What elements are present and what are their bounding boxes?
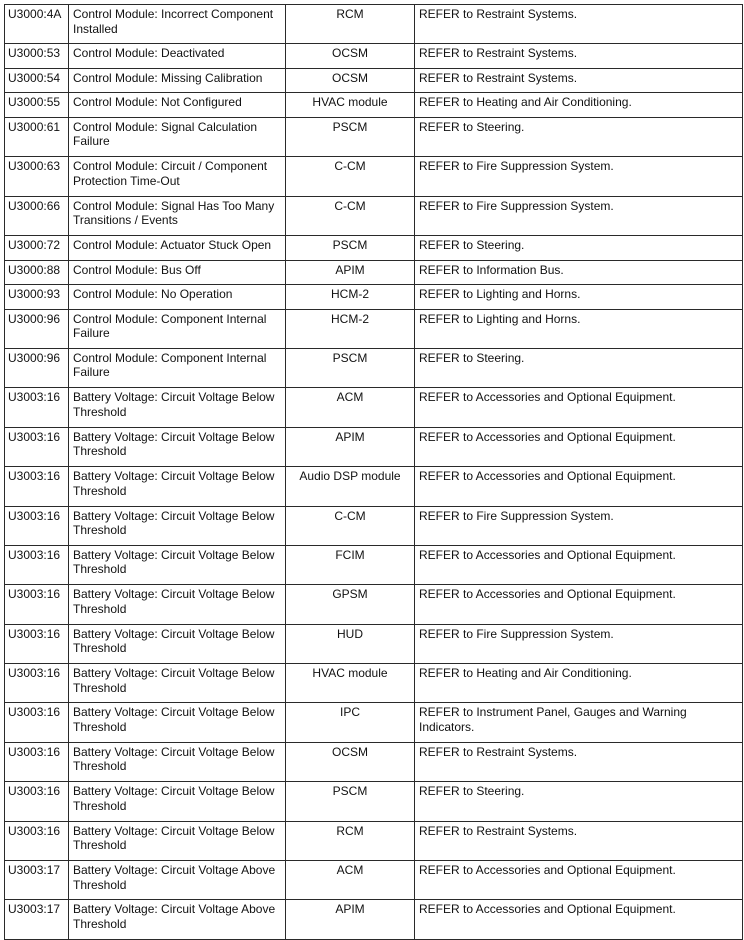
module-cell: PSCM [286, 236, 415, 261]
module-cell: APIM [286, 427, 415, 466]
table-row [5, 117, 743, 156]
table-row [5, 861, 743, 900]
module-cell: PSCM [286, 117, 415, 156]
dtc-code-cell: U3003:17 [5, 900, 69, 939]
description-cell: Control Module: Component Internal Failure [69, 348, 286, 387]
description-cell: Battery Voltage: Circuit Voltage Below Threshold [69, 427, 286, 466]
description-cell: Battery Voltage: Circuit Voltage Below Threshold [69, 664, 286, 703]
table-row [5, 388, 743, 427]
dtc-table-body [5, 5, 743, 940]
table-row [5, 545, 743, 584]
description-cell: Battery Voltage: Circuit Voltage Below Threshold [69, 742, 286, 781]
module-cell: HCM-2 [286, 309, 415, 348]
dtc-code-cell: U3000:93 [5, 285, 69, 310]
table-row [5, 285, 743, 310]
description-cell: Control Module: Not Configured [69, 93, 286, 118]
action-cell: REFER to Accessories and Optional Equipment. [415, 900, 743, 939]
dtc-code-cell: U3000:55 [5, 93, 69, 118]
module-cell: GPSM [286, 585, 415, 624]
description-cell: Battery Voltage: Circuit Voltage Below Threshold [69, 388, 286, 427]
dtc-code-cell: U3003:16 [5, 427, 69, 466]
module-cell: Audio DSP module [286, 467, 415, 506]
description-cell: Control Module: Signal Calculation Failure [69, 117, 286, 156]
action-cell: REFER to Lighting and Horns. [415, 309, 743, 348]
table-row [5, 93, 743, 118]
action-cell: REFER to Heating and Air Conditioning. [415, 93, 743, 118]
module-cell: OCSM [286, 44, 415, 69]
table-row [5, 821, 743, 860]
dtc-code-cell: U3000:66 [5, 196, 69, 235]
table-row [5, 348, 743, 387]
description-cell: Battery Voltage: Circuit Voltage Above Threshold [69, 900, 286, 939]
module-cell: RCM [286, 5, 415, 44]
module-cell: PSCM [286, 782, 415, 821]
dtc-code-cell: U3000:88 [5, 260, 69, 285]
table-row [5, 703, 743, 742]
dtc-code-cell: U3003:16 [5, 506, 69, 545]
action-cell: REFER to Accessories and Optional Equipment. [415, 545, 743, 584]
description-cell: Control Module: Deactivated [69, 44, 286, 69]
table-row [5, 664, 743, 703]
table-row [5, 742, 743, 781]
dtc-code-cell: U3003:16 [5, 703, 69, 742]
action-cell: REFER to Fire Suppression System. [415, 506, 743, 545]
description-cell: Control Module: Incorrect Component Installed [69, 5, 286, 44]
module-cell: PSCM [286, 348, 415, 387]
action-cell: REFER to Information Bus. [415, 260, 743, 285]
description-cell: Battery Voltage: Circuit Voltage Below Threshold [69, 624, 286, 663]
dtc-code-cell: U3000:54 [5, 68, 69, 93]
table-row [5, 427, 743, 466]
description-cell: Battery Voltage: Circuit Voltage Below Threshold [69, 506, 286, 545]
dtc-code-cell: U3000:4A [5, 5, 69, 44]
description-cell: Control Module: Signal Has Too Many Transitions / Events [69, 196, 286, 235]
dtc-code-cell: U3003:16 [5, 624, 69, 663]
module-cell: HCM-2 [286, 285, 415, 310]
description-cell: Battery Voltage: Circuit Voltage Below Threshold [69, 821, 286, 860]
action-cell: REFER to Restraint Systems. [415, 68, 743, 93]
action-cell: REFER to Lighting and Horns. [415, 285, 743, 310]
action-cell: REFER to Fire Suppression System. [415, 624, 743, 663]
module-cell: HUD [286, 624, 415, 663]
dtc-code-cell: U3000:96 [5, 309, 69, 348]
dtc-code-cell: U3003:16 [5, 821, 69, 860]
dtc-code-cell: U3003:16 [5, 585, 69, 624]
module-cell: ACM [286, 388, 415, 427]
action-cell: REFER to Steering. [415, 348, 743, 387]
action-cell: REFER to Restraint Systems. [415, 742, 743, 781]
description-cell: Control Module: Actuator Stuck Open [69, 236, 286, 261]
action-cell: REFER to Restraint Systems. [415, 5, 743, 44]
dtc-code-cell: U3003:16 [5, 664, 69, 703]
table-row [5, 309, 743, 348]
action-cell: REFER to Restraint Systems. [415, 44, 743, 69]
module-cell: C-CM [286, 506, 415, 545]
dtc-code-cell: U3003:16 [5, 388, 69, 427]
dtc-code-cell: U3003:16 [5, 782, 69, 821]
description-cell: Battery Voltage: Circuit Voltage Below Threshold [69, 467, 286, 506]
dtc-code-cell: U3003:16 [5, 467, 69, 506]
dtc-code-cell: U3000:61 [5, 117, 69, 156]
table-row [5, 196, 743, 235]
dtc-code-cell: U3000:96 [5, 348, 69, 387]
table-row [5, 68, 743, 93]
description-cell: Battery Voltage: Circuit Voltage Below Threshold [69, 703, 286, 742]
action-cell: REFER to Accessories and Optional Equipment. [415, 585, 743, 624]
module-cell: APIM [286, 260, 415, 285]
description-cell: Control Module: Circuit / Component Protection Time-Out [69, 157, 286, 196]
table-row [5, 44, 743, 69]
description-cell: Battery Voltage: Circuit Voltage Above Threshold [69, 861, 286, 900]
module-cell: IPC [286, 703, 415, 742]
table-row [5, 782, 743, 821]
table-row [5, 506, 743, 545]
module-cell: C-CM [286, 157, 415, 196]
description-cell: Battery Voltage: Circuit Voltage Below Threshold [69, 545, 286, 584]
dtc-table [4, 4, 743, 940]
dtc-code-cell: U3000:63 [5, 157, 69, 196]
table-row [5, 236, 743, 261]
module-cell: OCSM [286, 68, 415, 93]
dtc-code-cell: U3000:53 [5, 44, 69, 69]
table-row [5, 585, 743, 624]
action-cell: REFER to Fire Suppression System. [415, 196, 743, 235]
action-cell: REFER to Steering. [415, 782, 743, 821]
module-cell: C-CM [286, 196, 415, 235]
module-cell: RCM [286, 821, 415, 860]
module-cell: OCSM [286, 742, 415, 781]
description-cell: Battery Voltage: Circuit Voltage Below Threshold [69, 782, 286, 821]
action-cell: REFER to Heating and Air Conditioning. [415, 664, 743, 703]
table-row [5, 624, 743, 663]
action-cell: REFER to Fire Suppression System. [415, 157, 743, 196]
table-row [5, 900, 743, 939]
action-cell: REFER to Steering. [415, 236, 743, 261]
description-cell: Control Module: Bus Off [69, 260, 286, 285]
description-cell: Control Module: No Operation [69, 285, 286, 310]
table-row [5, 260, 743, 285]
dtc-code-cell: U3003:17 [5, 861, 69, 900]
action-cell: REFER to Instrument Panel, Gauges and Warning Indicators. [415, 703, 743, 742]
action-cell: REFER to Accessories and Optional Equipment. [415, 467, 743, 506]
action-cell: REFER to Steering. [415, 117, 743, 156]
module-cell: APIM [286, 900, 415, 939]
action-cell: REFER to Accessories and Optional Equipment. [415, 861, 743, 900]
action-cell: REFER to Restraint Systems. [415, 821, 743, 860]
module-cell: ACM [286, 861, 415, 900]
dtc-code-cell: U3003:16 [5, 742, 69, 781]
module-cell: HVAC module [286, 664, 415, 703]
module-cell: FCIM [286, 545, 415, 584]
description-cell: Control Module: Component Internal Failure [69, 309, 286, 348]
table-row [5, 5, 743, 44]
description-cell: Control Module: Missing Calibration [69, 68, 286, 93]
action-cell: REFER to Accessories and Optional Equipment. [415, 427, 743, 466]
table-row [5, 467, 743, 506]
table-row [5, 157, 743, 196]
action-cell: REFER to Accessories and Optional Equipment. [415, 388, 743, 427]
module-cell: HVAC module [286, 93, 415, 118]
dtc-code-cell: U3000:72 [5, 236, 69, 261]
description-cell: Battery Voltage: Circuit Voltage Below Threshold [69, 585, 286, 624]
dtc-code-cell: U3003:16 [5, 545, 69, 584]
